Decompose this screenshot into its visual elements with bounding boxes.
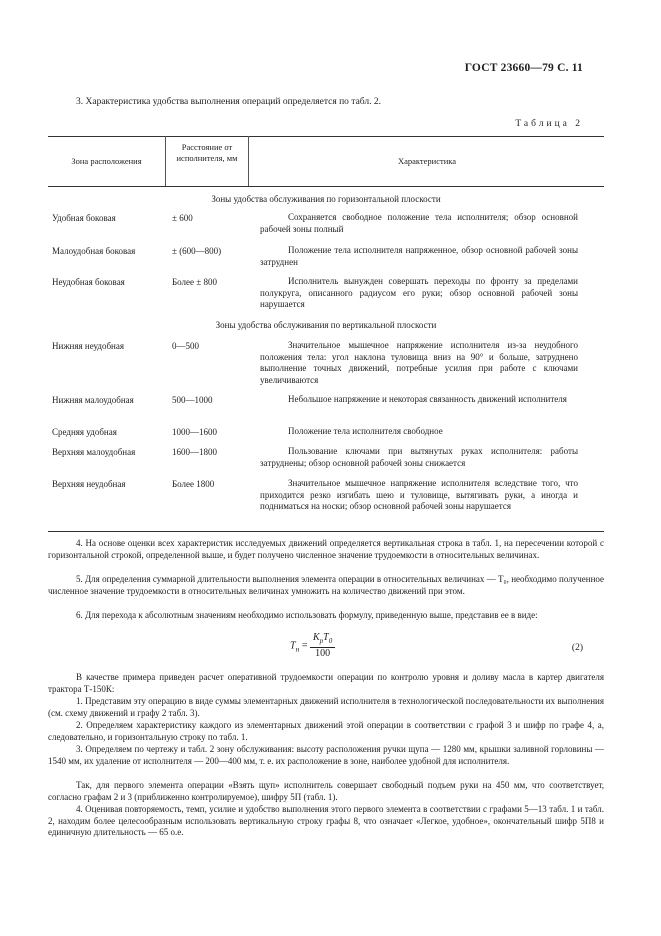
table-cell-description: Положение тела исполнителя напряженное, обзор основной рабочей зоны затруднен bbox=[260, 245, 578, 267]
table-cell-distance: 500—1000 bbox=[172, 395, 213, 405]
example-paragraph-note: Так, для первого элемента операции «Взять щуп» исполнитель совершает свободный подъем руки на 450 мм, что соответствует, согласно графам 2 и 3 (приближенно контролируемое), шифру 5П (табл. 1). bbox=[48, 780, 604, 802]
table-header-characteristic: Характеристика bbox=[397, 156, 457, 166]
table-cell-distance: ± 600 bbox=[172, 213, 193, 223]
body-paragraph-5: 5. Для определения суммарной длительности выполнения элемента операции в относительных величинах — Т₀, необходимо полученное численное значение трудоемкости в относительных величинах умножить на количество движений при этом. bbox=[48, 574, 604, 596]
table-caption: Таблица 2 bbox=[515, 119, 583, 129]
intro-paragraph: 3. Характеристика удобства выполнения операций определяется по табл. 2. bbox=[76, 97, 382, 107]
table-cell-zone: Нижняя малоудобная bbox=[52, 395, 134, 405]
table-section-title: Зоны удобства обслуживания по горизонтальной плоскости bbox=[211, 194, 441, 204]
table-bottom-rule bbox=[48, 531, 604, 532]
formula-lhs-subscript: н bbox=[295, 645, 300, 654]
formula-equals: = bbox=[301, 640, 308, 652]
table-cell-description: Значительное мышечное напряжение исполнителя из-за неудобного положения тела: угол наклона туловища вниз на 90° и больше, затруднено выполнение точных движений, потребные усилия при работе с ключами увеличиваются bbox=[260, 340, 578, 385]
example-paragraph-2: 2. Определяем характеристику каждого из элементарных движений этой операции в соответствии с графой 3 и шифр по графе 4, а, следовательно, и горизонтальную строку по табл. 1. bbox=[48, 720, 604, 742]
example-paragraph-1: 1. Представим эту операцию в виде суммы элементарных движений исполнителя в технологической последовательности их выполнения (см. схему движений и графу 2 табл. 3). bbox=[48, 696, 604, 718]
body-paragraph-6: 6. Для перехода к абсолютным значениям необходимо использовать формулу, приведенную выше, представив ее в виде: bbox=[76, 610, 538, 620]
table-cell-zone: Нижняя неудобная bbox=[52, 341, 125, 351]
table-header-zone: Зона расположения bbox=[71, 156, 142, 166]
table-header-rule bbox=[48, 186, 604, 187]
table-cell-description: Значительное мышечное напряжение исполнителя вследствие того, что приходится резко изгибать шею и туловище, вытягивать руки, а иногда и подниматься на носки; обзор основной рабочей зоны нарушается bbox=[260, 478, 578, 511]
table-section-title: Зоны удобства обслуживания по вертикальной плоскости bbox=[215, 320, 437, 330]
table-cell-description: Исполнитель вынужден совершать переходы по фронту за пределами полукруга, описанного радиусом его руки; обзор основной рабочей зоны нарушается bbox=[260, 276, 578, 309]
table-cell-distance: 1600—1800 bbox=[172, 447, 217, 457]
table-cell-distance: 1000—1600 bbox=[172, 427, 217, 437]
formula-lhs: T bbox=[290, 640, 296, 652]
table-cell-zone: Верхняя малоудобная bbox=[52, 447, 136, 457]
table-top-rule bbox=[48, 136, 604, 137]
table-cell-distance: Более ± 800 bbox=[172, 277, 217, 287]
table-cell-distance: 0—500 bbox=[172, 341, 199, 351]
formula-fraction bbox=[310, 632, 335, 660]
table-cell-description: Пользование ключами при вытянутых руках исполнителя: работы затруднены; обзор основной рабочей зоны снижается bbox=[260, 446, 578, 468]
table-cell-zone: Верхняя неудобная bbox=[52, 479, 126, 489]
table-cell-zone: Удобная боковая bbox=[52, 213, 116, 223]
table-cell-distance: Более 1800 bbox=[172, 479, 215, 489]
formula-numerator: $K_рT_0$ bbox=[310, 632, 335, 648]
table-column-divider-1 bbox=[165, 136, 166, 186]
formula-number: (2) bbox=[571, 643, 583, 653]
table-cell-distance: ± (600—800) bbox=[172, 246, 222, 256]
table-column-divider-2 bbox=[248, 136, 249, 186]
example-paragraph-3: 3. Определяем по чертежу и табл. 2 зону обслуживания: высоту расположения ручки щупа — 1280 мм, крышки заливной горловины — 1540 мм, их удаление от исполнителя — 200—400 мм, т. е. их расположение в зоне, наиболее удобной для исполнителя. bbox=[48, 744, 604, 766]
formula-denominator: 100 bbox=[315, 648, 331, 659]
table-cell-zone: Средняя удобная bbox=[52, 427, 117, 437]
table-cell-zone: Малоудобная боковая bbox=[52, 246, 136, 256]
table-header-distance: Расстояние от исполнителя, мм bbox=[176, 142, 238, 163]
table-cell-zone: Неудобная боковая bbox=[52, 277, 125, 287]
formula bbox=[290, 632, 335, 660]
body-paragraph-4: 4. На основе оценки всех характеристик исследуемых движений определяется вертикальная строка в табл. 1, на пересечении которой с горизонтальной строкой, определенной выше, и будет получено численное значение трудоемкости в относительных величинах. bbox=[48, 538, 604, 560]
example-paragraph-4: 4. Оценивая повторяемость, темп, усилие и удобство выполнения этого первого элемента в соответствии с графами 5—13 табл. 1 и табл. 2, находим более целесообразным использовать вертикальную строку графы 8, что означает «Легкое, удобное», окончательный шифр 5П8 и единичную длительность — 65 о.е. bbox=[48, 804, 604, 837]
table-cell-description: Сохраняется свободное положение тела исполнителя; обзор основной рабочей зоны полный bbox=[260, 212, 578, 234]
table-cell-description: Положение тела исполнителя свободное bbox=[288, 426, 443, 436]
page-header: ГОСТ 23660—79 С. 11 bbox=[464, 62, 583, 74]
table-cell-description: Небольшое напряжение и некоторая связанность движений исполнителя bbox=[288, 394, 567, 404]
example-paragraph-intro: В качестве примера приведен расчет оперативной трудоемкости операции по контролю уровня и доливу масла в картер двигателя трактора Т-150К: bbox=[48, 672, 604, 694]
